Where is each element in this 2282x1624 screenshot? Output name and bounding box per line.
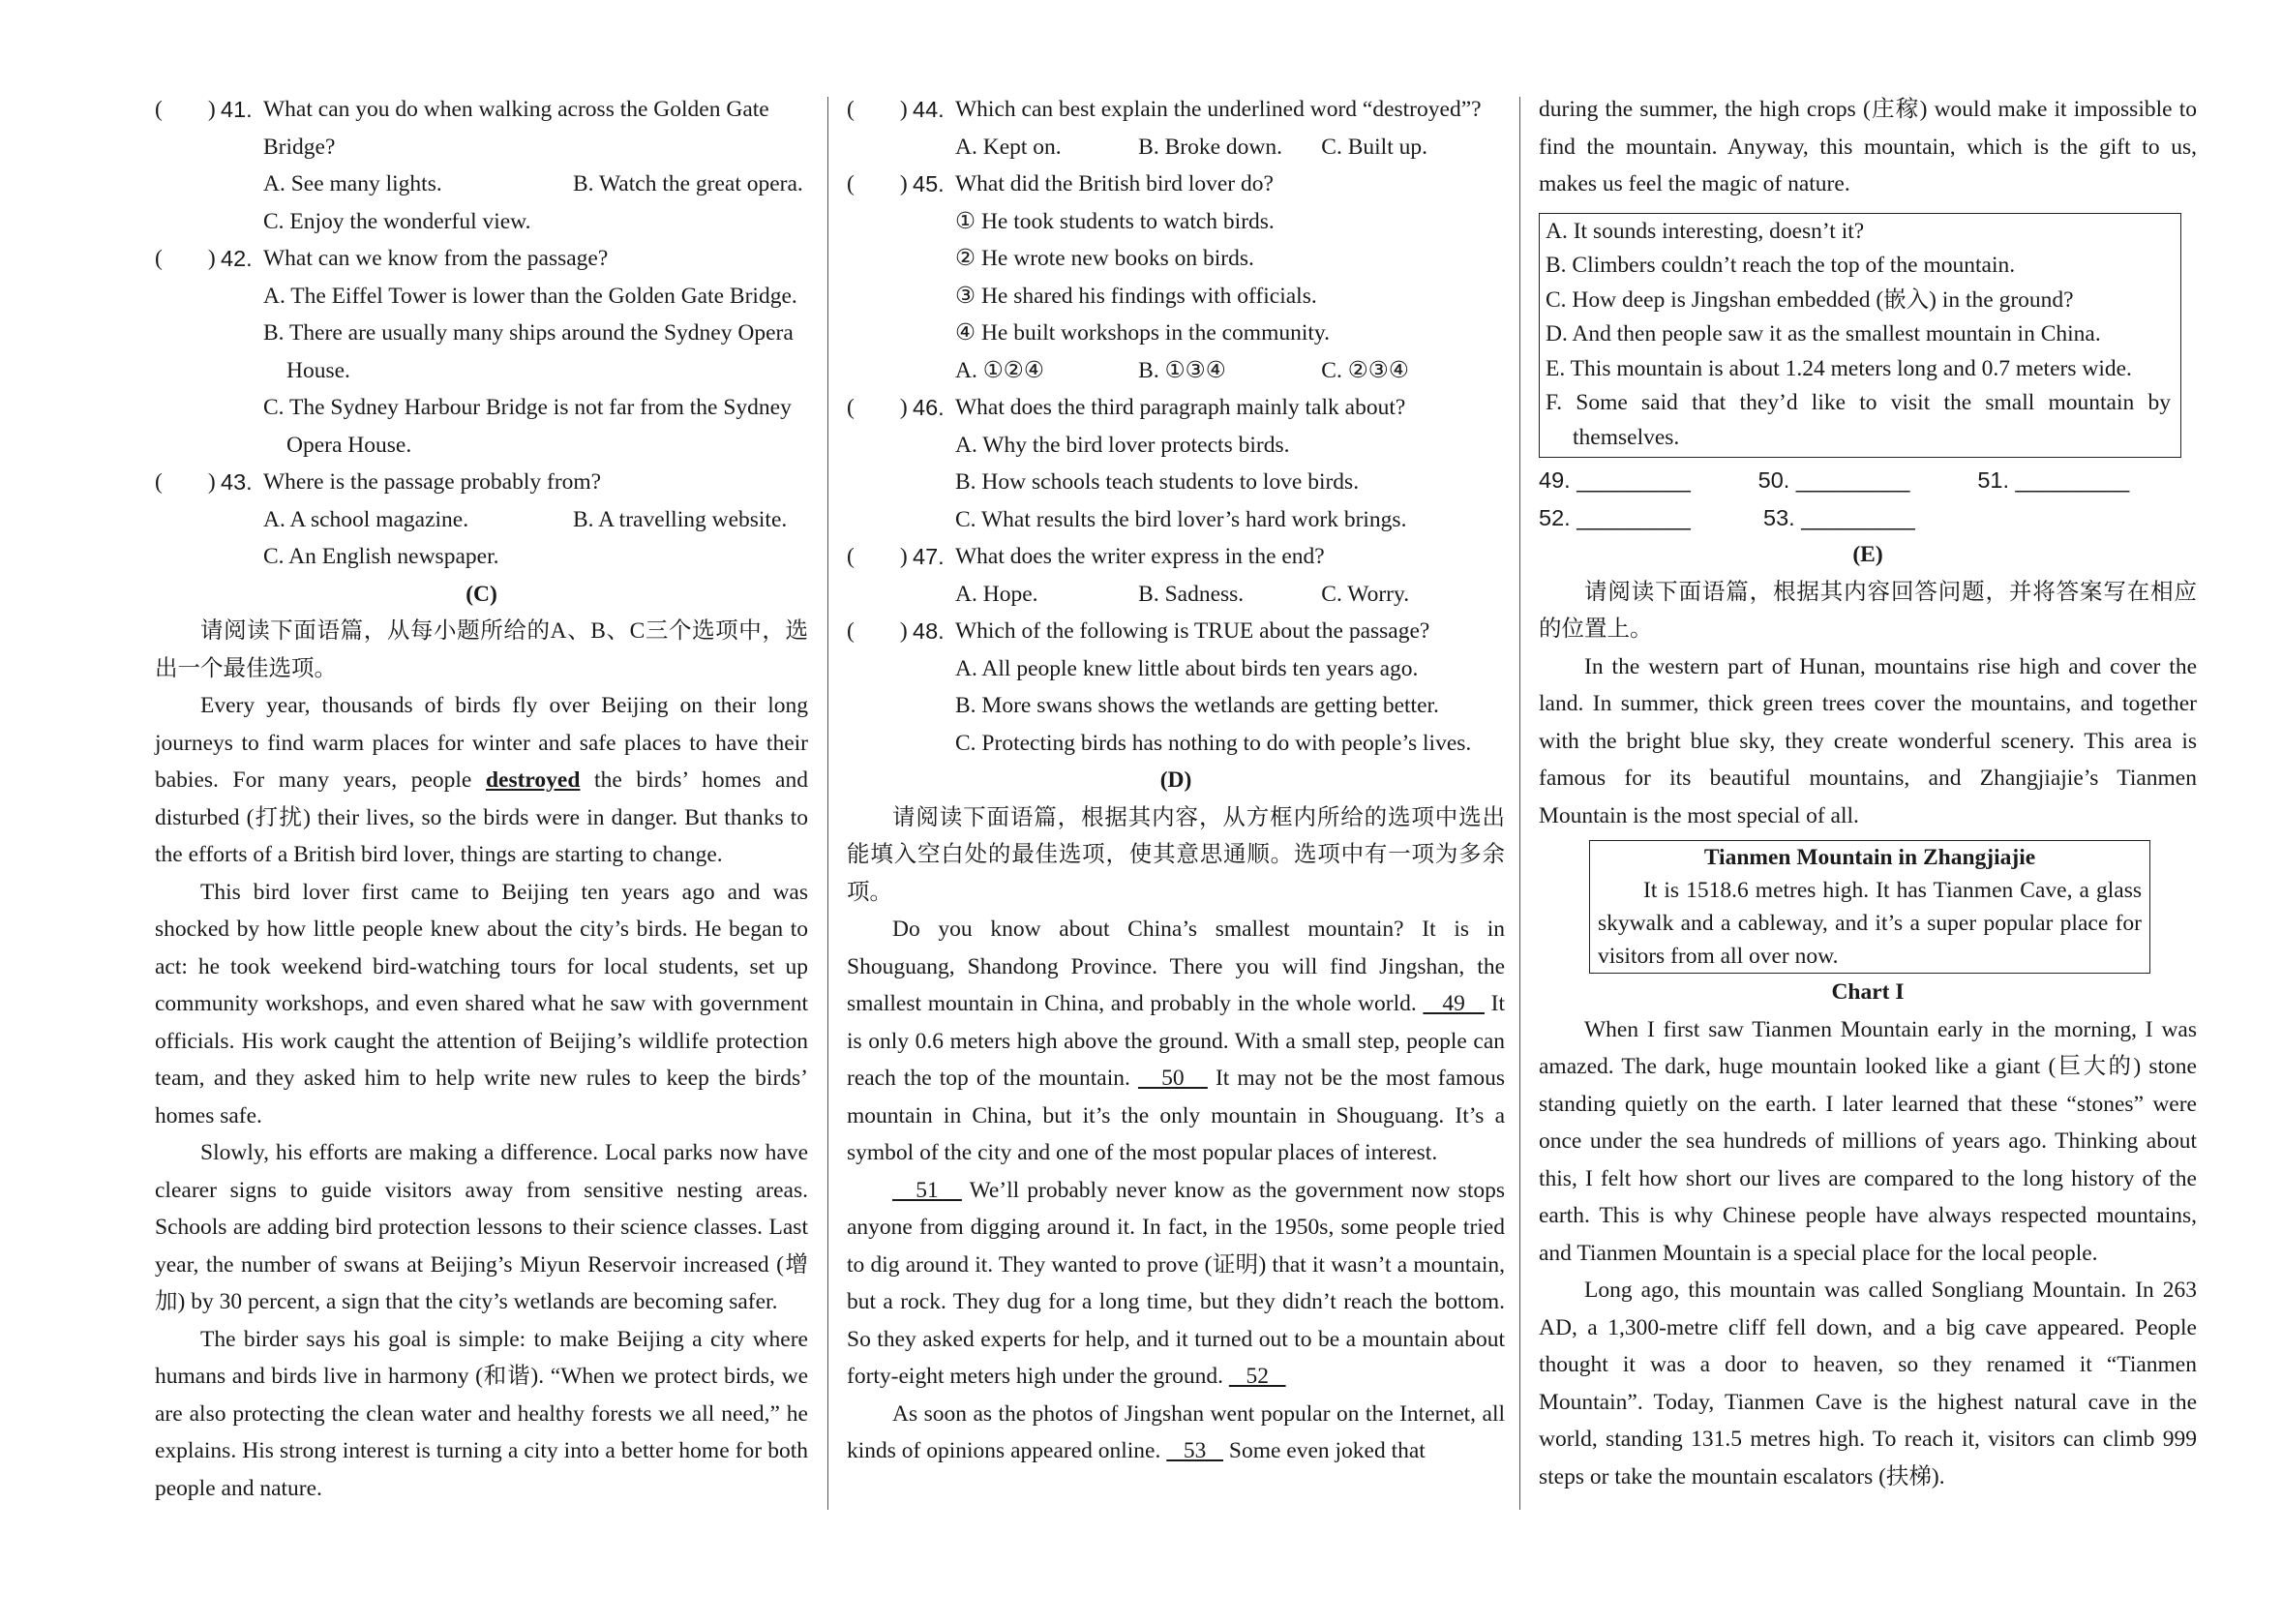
underlined-word: destroyed bbox=[485, 767, 581, 793]
answer-50[interactable]: 50. _________ bbox=[1757, 467, 1910, 493]
answer-53[interactable]: 53. _________ bbox=[1763, 504, 1915, 530]
column-3 bbox=[1539, 91, 2197, 1495]
statement-2: ② He wrote new books on birds. bbox=[955, 246, 1254, 271]
statement-4: ④ He built workshops in the community. bbox=[955, 320, 1331, 346]
box-option-d: D. And then people saw it as the smallest mountain in China. bbox=[1546, 321, 2101, 346]
passage-e-paragraph-1: In the western part of Hunan, mountains rise high and cover the land. In summer, thick green trees cover the mountains, and together with the bright blue sky, they create wonderful scenery. This area is famous for its beautiful mountains, and Zhangjiajie’s Tianmen Mountain is the most special of all. bbox=[1539, 653, 2197, 828]
question-number: 44. bbox=[913, 97, 945, 122]
option-b: B. ①③④ bbox=[1138, 357, 1226, 383]
chart-caption: Chart I bbox=[1831, 979, 1905, 1005]
question-text: What can we know from the passage? bbox=[263, 246, 609, 271]
question-number: 43. bbox=[221, 469, 253, 495]
passage-c-paragraph-3: Slowly, his efforts are making a difference. Local parks now have clearer signs to guide visitors away from sensitive nesting areas. Schools are adding bird protection lessons to their science classes. Last year, the number of swans at Beijing’s Miyun Reservoir increased (增加) by 30 percent, a sign that the city’s wetlands are becoming safer. bbox=[155, 1140, 808, 1314]
passage-c-paragraph-4: The birder says his goal is simple: to make Beijing a city where humans and birds live in harmony (和谐). “When we protect birds, we are also protecting the clean water and healthy forests we all need,” he explains. His strong interest is turning a city into a better home for both people and nature. bbox=[155, 1326, 808, 1501]
option-b: B. How schools teach students to love birds. bbox=[955, 469, 1360, 495]
answer-bracket: ( ) bbox=[847, 618, 908, 644]
option-b: B. Sadness. bbox=[1138, 581, 1245, 607]
column-divider bbox=[1519, 97, 1520, 1510]
info-box bbox=[1589, 840, 2150, 974]
question-48 bbox=[847, 613, 1505, 762]
option-a: A. The Eiffel Tower is lower than the Golden Gate Bridge. bbox=[263, 283, 797, 309]
option-a: A. ①②④ bbox=[955, 357, 1044, 383]
section-heading-e: (E) bbox=[1852, 542, 1883, 567]
answer-bracket: ( ) bbox=[847, 395, 908, 420]
question-number: 48. bbox=[913, 618, 945, 644]
option-a: A. All people knew little about birds ten years ago. bbox=[955, 655, 1419, 681]
passage-e-paragraph-3: Long ago, this mountain was called Songliang Mountain. In 263 AD, a 1,300-metre cliff fell down, and a big cave appeared. People thought it was a door to heaven, so they renamed it “Tianmen Mountain”. Today, Tianmen Cave is the highest natural cave in the world, standing 131.5 metres high. To reach it, visitors can climb 999 steps or take the mountain escalators (扶梯). bbox=[1539, 1278, 2197, 1489]
option-a: A. Hope. bbox=[955, 581, 1038, 607]
passage-c-paragraph-1: Every year, thousands of birds fly over Beijing on their long journeys to find warm places for winter and safe places to have their babies. For many years, people destroyed the birds’ homes and disturbed (打扰) their lives, so the birds were in danger. But thanks to the efforts of a British bird lover, things are starting to change. bbox=[155, 693, 808, 867]
question-43 bbox=[155, 464, 808, 576]
box-option-c: C. How deep is Jingshan embedded (嵌入) in the ground? bbox=[1546, 286, 2074, 313]
option-c: C. Built up. bbox=[1321, 134, 1427, 160]
question-text: Which of the following is TRUE about the passage? bbox=[955, 618, 1430, 644]
option-b: B. Broke down. bbox=[1138, 134, 1282, 160]
question-44 bbox=[847, 91, 1505, 165]
question-46 bbox=[847, 389, 1505, 538]
option-a: A. A school magazine. bbox=[263, 506, 469, 532]
option-a: A. Kept on. bbox=[955, 134, 1062, 160]
question-42 bbox=[155, 240, 808, 464]
instruction-d: 请阅读下面语篇，根据其内容，从方框内所给的选项中选出能填入空白处的最佳选项，使其意思通顺。选项中有一项为多余项。 bbox=[847, 804, 1505, 905]
section-heading-c: (C) bbox=[465, 581, 497, 607]
passage-e-paragraph-2: When I first saw Tianmen Mountain early in the morning, I was amazed. The dark, huge mountain looked like a giant (巨大的) stone standing quietly on the earth. I later learned that these “stones” were once under the sea hundreds of millions of years ago. Thinking about this, I felt how short our lives are compared to the long history of the earth. This is why Chinese people have always respected mountains, and Tianmen Mountain is a special place for the local people. bbox=[1539, 1016, 2197, 1266]
box-option-f: F. Some said that they’d like to visit the small mountain by themselves. bbox=[1546, 390, 2171, 450]
answer-bracket: ( ) bbox=[155, 97, 216, 122]
question-number: 45. bbox=[913, 171, 945, 196]
answer-bracket: ( ) bbox=[847, 171, 908, 196]
question-45 bbox=[847, 165, 1505, 389]
info-box-title: Tianmen Mountain in Zhangjiajie bbox=[1703, 845, 2036, 870]
option-c: C. ②③④ bbox=[1321, 357, 1409, 383]
answer-lines bbox=[1539, 462, 2197, 536]
statement-1: ① He took students to watch birds. bbox=[955, 208, 1275, 234]
blank-51[interactable]: 51 bbox=[892, 1177, 962, 1203]
info-box-text: It is 1518.6 metres high. It has Tianmen Cave, a glass skywalk and a cableway, and it’s a super popular place for visitors from all over now. bbox=[1598, 878, 2142, 969]
answer-52[interactable]: 52. _________ bbox=[1539, 504, 1691, 530]
passage-c-paragraph-2: This bird lover first came to Beijing ten years ago and was shocked by how little people knew about the city’s birds. He began to act: he took weekend bird-watching tours for local students, set up community workshops, and even shared what he saw with government officials. His work caught the attention of Beijing’s wildlife protection team, and they asked him to help write new rules to keep the birds’ homes safe. bbox=[155, 879, 808, 1128]
option-c: C. An English newspaper. bbox=[263, 544, 499, 569]
passage-d-paragraph-3: As soon as the photos of Jingshan went popular on the Internet, all kinds of opinions appeared online. 53 Some even joked that bbox=[847, 1400, 1505, 1463]
passage-d-paragraph-1: Do you know about China’s smallest mountain? It is in Shouguang, Shandong Province. There you will find Jingshan, the smallest mountain in China, and probably in the whole world. 49 It is only 0.6 meters high above the ground. With a small step, people can reach the top of the mountain. 50 It may not be the most famous mountain in China, but it’s the only mountain in Shouguang. It’s a symbol of the city and one of the most popular places of interest. bbox=[847, 917, 1505, 1165]
option-c: C. Enjoy the wonderful view. bbox=[263, 208, 531, 234]
instruction-e: 请阅读下面语篇，根据其内容回答问题，并将答案写在相应的位置上。 bbox=[1539, 579, 2197, 642]
option-c: C. What results the bird lover’s hard work brings. bbox=[955, 506, 1407, 532]
option-c: C. The Sydney Harbour Bridge is not far from the Sydney Opera House. bbox=[263, 395, 792, 458]
answer-51[interactable]: 51. _________ bbox=[1977, 467, 2130, 493]
question-number: 46. bbox=[913, 395, 945, 420]
section-heading-d: (D) bbox=[1159, 767, 1192, 793]
instruction-c: 请阅读下面语篇，从每小题所给的A、B、C三个选项中，选出一个最佳选项。 bbox=[155, 618, 808, 681]
box-option-b: B. Climbers couldn’t reach the top of the mountain. bbox=[1546, 253, 2016, 278]
answer-bracket: ( ) bbox=[847, 97, 908, 122]
answer-bracket: ( ) bbox=[847, 544, 908, 569]
question-text: What can you do when walking across the Golden Gate Bridge? bbox=[263, 97, 769, 160]
answer-bracket: ( ) bbox=[155, 246, 216, 271]
question-text: What does the writer express in the end? bbox=[955, 544, 1325, 569]
question-text: Where is the passage probably from? bbox=[263, 469, 602, 495]
answer-bracket: ( ) bbox=[155, 469, 216, 495]
option-a: A. See many lights. bbox=[263, 171, 442, 196]
question-text: What does the third paragraph mainly talk about? bbox=[955, 395, 1406, 420]
blank-49[interactable]: 49 bbox=[1423, 991, 1485, 1016]
question-number: 47. bbox=[913, 544, 945, 569]
option-c: C. Protecting birds has nothing to do with people’s lives. bbox=[955, 730, 1472, 756]
column-1 bbox=[155, 91, 808, 1507]
blank-52[interactable]: 52 bbox=[1228, 1364, 1286, 1389]
option-b: B. A travelling website. bbox=[573, 506, 788, 532]
question-41 bbox=[155, 91, 808, 240]
question-47 bbox=[847, 538, 1505, 613]
blank-53[interactable]: 53 bbox=[1166, 1438, 1223, 1463]
options-box bbox=[1539, 213, 2181, 459]
box-option-e: E. This mountain is about 1.24 meters long and 0.7 meters wide. bbox=[1546, 355, 2132, 381]
box-option-a: A. It sounds interesting, doesn’t it? bbox=[1546, 218, 1865, 244]
statement-3: ③ He shared his findings with officials. bbox=[955, 283, 1317, 309]
option-b: B. More swans shows the wetlands are getting better. bbox=[955, 693, 1439, 718]
answer-49[interactable]: 49. _________ bbox=[1539, 467, 1691, 493]
option-b: B. Watch the great opera. bbox=[573, 171, 803, 196]
option-c: C. Worry. bbox=[1321, 581, 1410, 607]
passage-d-continuation: during the summer, the high crops (庄稼) would make it impossible to find the mountain. Anyway, this mountain, which is the gift to us, makes us feel the magic of nature. bbox=[1539, 97, 2197, 196]
option-a: A. Why the bird lover protects birds. bbox=[955, 432, 1290, 458]
column-2 bbox=[847, 91, 1505, 1470]
question-number: 42. bbox=[221, 246, 253, 271]
option-b: B. There are usually many ships around the Sydney Opera House. bbox=[263, 320, 794, 383]
passage-d-paragraph-2: 51 We’ll probably never know as the government now stops anyone from digging around it. In fact, in the 1950s, some people tried to dig around it. They wanted to prove (证明) that it wasn’t a mountain, but a rock. They dug for a long time, but they didn’t reach the bottom. So they asked experts for help, and it turned out to be a mountain about forty-eight meters high under the ground. 52 bbox=[847, 1177, 1506, 1389]
question-number: 41. bbox=[221, 97, 253, 122]
column-divider bbox=[827, 97, 828, 1510]
question-text: Which can best explain the underlined word “destroyed”? bbox=[955, 97, 1482, 122]
blank-50[interactable]: 50 bbox=[1137, 1066, 1208, 1091]
question-text: What did the British bird lover do? bbox=[955, 171, 1274, 196]
